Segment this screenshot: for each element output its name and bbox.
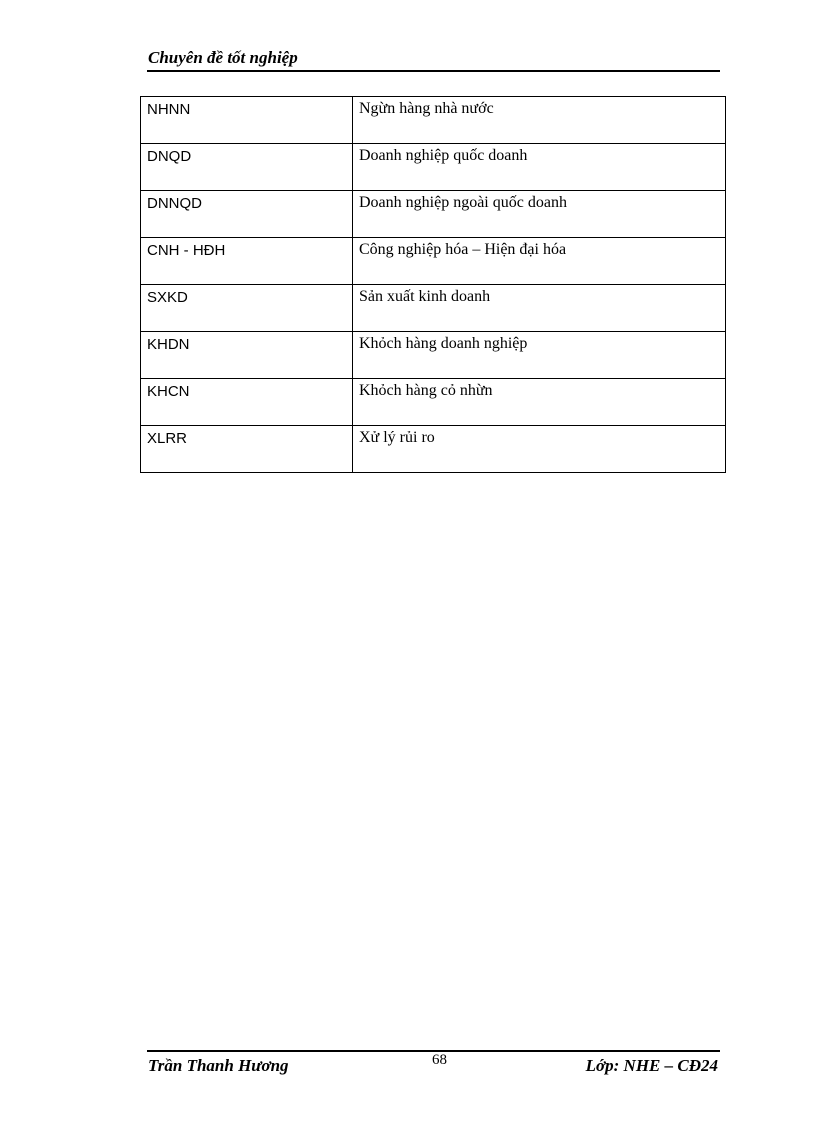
abbreviation-code: KHCN <box>141 379 353 426</box>
page-number: 68 <box>432 1052 447 1068</box>
header-divider <box>147 70 720 72</box>
table-row <box>141 97 726 144</box>
abbreviation-code: XLRR <box>141 426 353 473</box>
abbreviation-meaning: Sản xuất kinh doanh <box>353 285 726 332</box>
table-row <box>141 238 726 285</box>
abbreviation-code: KHDN <box>141 332 353 379</box>
table-row <box>141 332 726 379</box>
document-header-title: Chuyên đề tốt nghiệp <box>148 48 298 67</box>
abbreviation-code: DNNQD <box>141 191 353 238</box>
table-row <box>141 379 726 426</box>
abbreviation-table <box>140 96 726 473</box>
table-row <box>141 144 726 191</box>
table-row <box>141 191 726 238</box>
table-row <box>141 285 726 332</box>
abbreviation-code: NHNN <box>141 97 353 144</box>
abbreviation-meaning: Khỏch hàng cỏ nhừn <box>353 379 726 426</box>
footer-class-label: Lớp: NHE – CĐ24 <box>585 1056 718 1075</box>
abbreviation-meaning: Xử lý rủi ro <box>353 426 726 473</box>
abbreviation-meaning: Ngừn hàng nhà nước <box>353 97 726 144</box>
abbreviation-code: SXKD <box>141 285 353 332</box>
table-row <box>141 426 726 473</box>
abbreviation-code: DNQD <box>141 144 353 191</box>
abbreviation-meaning: Doanh nghiệp ngoài quốc doanh <box>353 191 726 238</box>
abbreviation-meaning: Doanh nghiệp quốc doanh <box>353 144 726 191</box>
footer-author: Trần Thanh Hương <box>148 1056 289 1075</box>
abbreviation-meaning: Công nghiệp hóa – Hiện đại hóa <box>353 238 726 285</box>
abbreviation-code: CNH - HĐH <box>141 238 353 285</box>
abbreviation-meaning: Khỏch hàng doanh nghiệp <box>353 332 726 379</box>
